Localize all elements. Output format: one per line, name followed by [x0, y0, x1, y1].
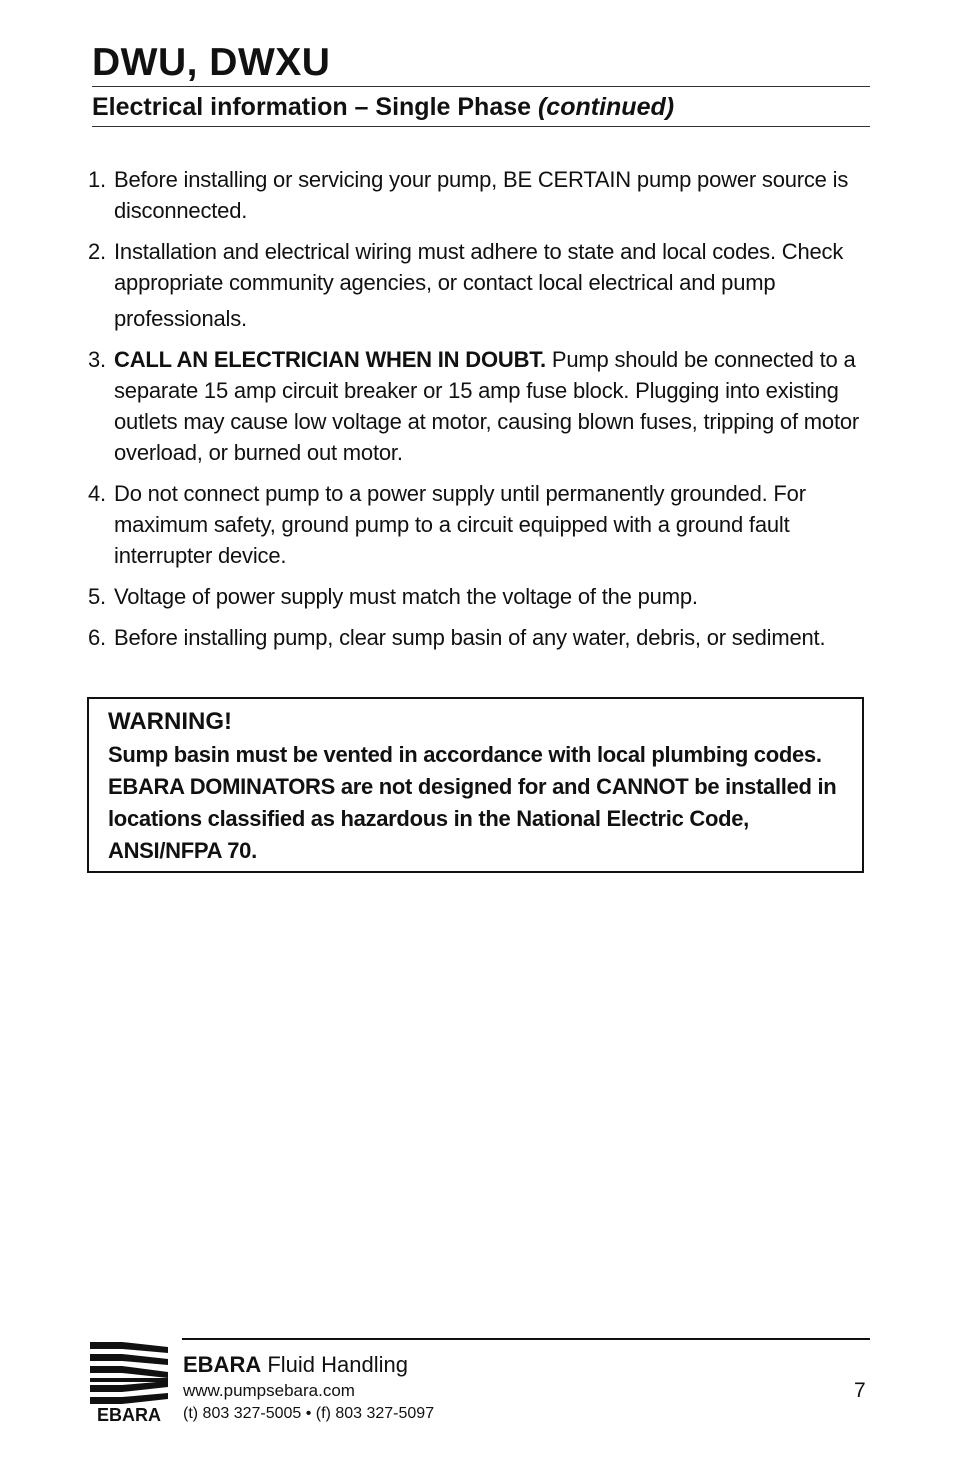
item-number: 1.	[88, 167, 106, 192]
subtitle-main: Electrical information – Single Phase	[92, 93, 538, 121]
instruction-list	[88, 164, 868, 663]
footer-rule	[182, 1338, 870, 1340]
item-text-end: professionals.	[114, 306, 247, 331]
item-text: Do not connect pump to a power supply until permanently grounded. For maximum safety, ground pump to a circuit equipped with a ground fault interrupter device.	[114, 481, 806, 568]
website-link[interactable]: www.pumpsebara.com	[183, 1381, 355, 1400]
contact-phone: (t) 803 327-5005 • (f) 803 327-5097	[183, 1405, 435, 1422]
page-number: 7	[854, 1379, 866, 1402]
item-text: Before installing pump, clear sump basin of any water, debris, or sediment.	[114, 625, 826, 650]
list-item	[88, 478, 868, 571]
warning-line: EBARA DOMINATORS are not designed for and CANNOT be installed in	[108, 774, 837, 799]
warning-line: locations classified as hazardous in the National Electric Code,	[108, 806, 749, 831]
list-item	[88, 622, 868, 653]
item-number: 4.	[88, 481, 106, 506]
ebara-logo-icon	[90, 1342, 168, 1422]
item-text: Voltage of power supply must match the voltage of the pump.	[114, 584, 698, 609]
item-lead-bold: CALL AN ELECTRICIAN WHEN IN DOUBT.	[114, 347, 546, 372]
item-number: 2.	[88, 239, 106, 264]
logo-wordmark: EBARA	[96, 1405, 162, 1422]
warning-text	[108, 739, 848, 867]
item-number: 6.	[88, 625, 106, 650]
list-item	[88, 344, 868, 468]
warning-box	[87, 697, 864, 873]
footer-brand	[183, 1351, 408, 1379]
item-text: Before installing or servicing your pump, BE CERTAIN pump power source is disconnected.	[114, 167, 849, 223]
item-number: 3.	[88, 347, 106, 372]
list-item	[88, 164, 868, 226]
item-number: 5.	[88, 584, 106, 609]
list-item	[88, 236, 868, 334]
brand-name: EBARA	[183, 1352, 262, 1377]
subtitle-rule	[92, 126, 870, 127]
page-title: DWU, DWXU	[92, 41, 331, 84]
item-text: Pump should be connected to a separate 15 amp circuit breaker or 15 amp fuse block. Plugging into existing outlets may cause low voltage at motor, causing blown fuses, tripping of motor overload, or burned out motor.	[114, 347, 860, 465]
list-item	[88, 581, 868, 612]
warning-line: Sump basin must be vented in accordance with local plumbing codes.	[108, 742, 822, 767]
item-text: Installation and electrical wiring must adhere to state and local codes. Check appropriate community agencies, or contact local electrical and pump	[114, 239, 844, 295]
brand-tagline: Fluid Handling	[261, 1352, 408, 1377]
subtitle-continued: (continued)	[537, 93, 675, 121]
section-subtitle	[92, 91, 674, 123]
title-rule	[92, 86, 870, 87]
warning-line: ANSI/NFPA 70.	[108, 838, 257, 863]
warning-title: WARNING!	[108, 708, 232, 735]
